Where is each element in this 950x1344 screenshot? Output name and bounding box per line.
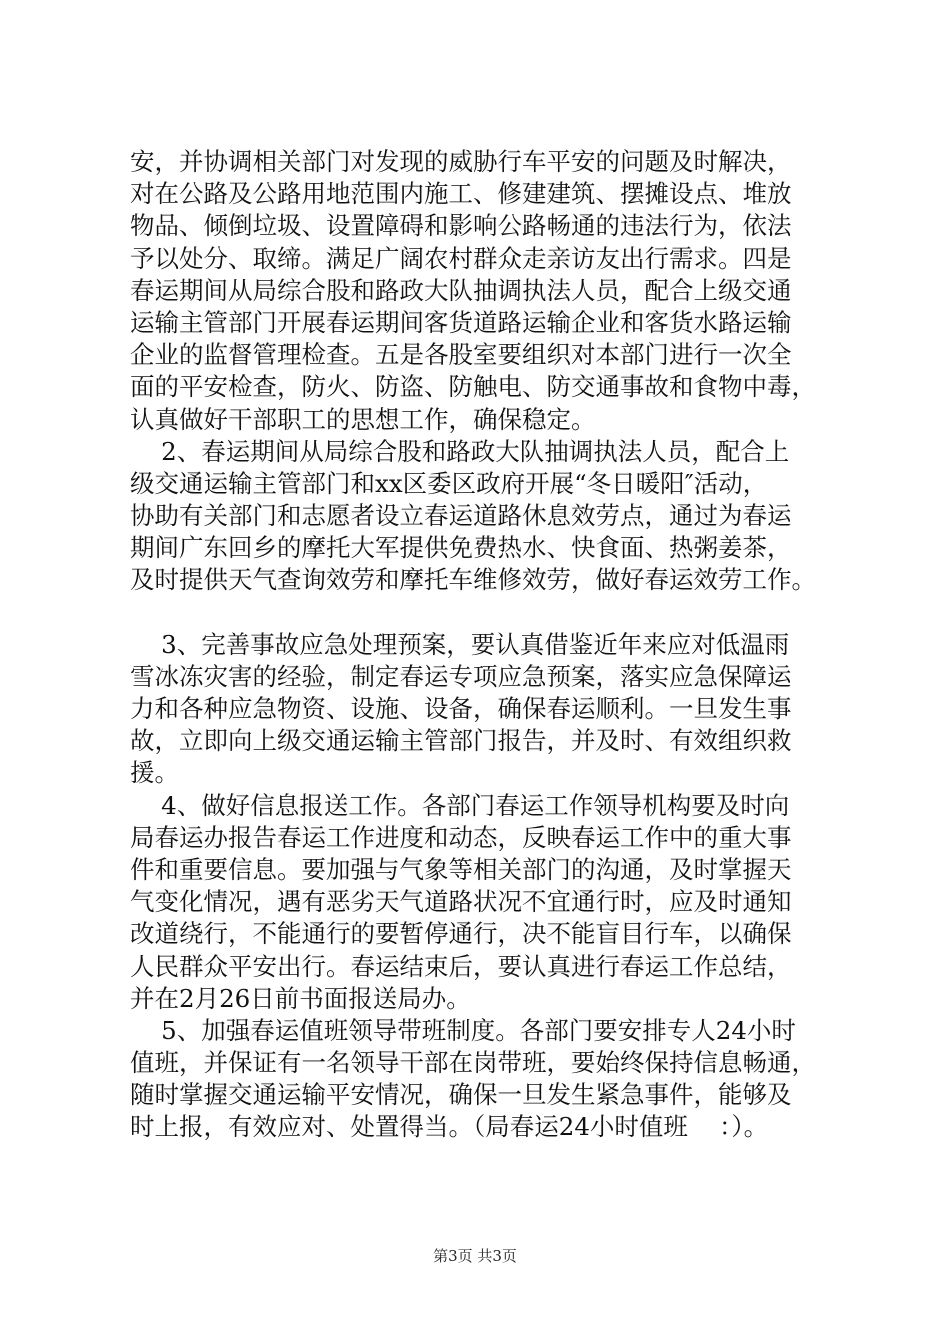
text-line: 期间广东回乡的摩托大军提供免费热水、快食面、热粥姜茶， [130,533,792,563]
text-line: 雪冰冻灾害的经验，制定春运专项应急预案，落实应急保障运 [130,661,792,691]
text-line: 局春运办报告春运工作进度和动态，反映春运工作中的重大事 [130,822,792,852]
paragraph-spacer [130,597,850,629]
text-line: 物品、倾倒垃圾、设置障碍和影响公路畅通的违法行为，依法 [130,211,792,241]
text-line: 力和各种应急物资、设施、设备，确保春运顺利。一旦发生事 [130,694,792,723]
text-line: 予以处分、取缔。满足广阔农村群众走亲访友出行需求。四是 [130,243,792,273]
text-line: 4、做好信息报送工作。各部门春运工作领导机构要及时向 [130,790,790,820]
text-line: 及时提供天气查询效劳和摩托车维修效劳，做好春运效劳工作。 [130,565,816,595]
text-line: 企业的监督管理检查。五是各股室要组织对本部门进行一次全 [130,340,792,370]
paragraph-2 [130,436,850,597]
text-line: 并在2月26日前书面报送局办。 [130,983,471,1013]
text-line: 级交通运输主管部门和xx区委区政府开展“冬日暖阳″活动， [130,468,768,498]
text-line: 时上报，有效应对、处置得当。（局春运24小时值班 ：）。 [130,1112,769,1142]
text-line: 件和重要信息。要加强与气象等相关部门的沟通，及时掌握天 [130,854,792,884]
text-line: 春运期间从局综合股和路政大队抽调执法人员，配合上级交通 [130,275,792,305]
text-line: 2、春运期间从局综合股和路政大队抽调执法人员，配合上 [130,436,790,466]
text-line: 对在公路及公路用地范围内施工、修建建筑、摆摊设点、堆放 [130,179,792,209]
text-line: 随时掌握交通运输平安情况，确保一旦发生紧急事件，能够及 [130,1080,792,1110]
text-line: 气变化情况，遇有恶劣天气道路状况不宜通行时，应及时通知 [130,887,792,917]
paragraph-4 [130,790,850,1015]
text-line: 故，立即向上级交通运输主管部门报告，并及时、有效组织救 [130,726,792,756]
text-line: 值班，并保证有一名领导干部在岗带班，要始终保持信息畅通， [130,1048,816,1078]
text-line: 改道绕行，不能通行的要暂停通行，决不能盲目行车，以确保 [130,919,792,949]
paragraph-3 [130,629,850,790]
paragraph-1 [130,146,850,436]
text-line: 面的平安检查，防火、防盗、防触电、防交通事故和食物中毒， [130,372,816,402]
text-line: 人民群众平安出行。春运结束后，要认真进行春运工作总结， [130,951,792,981]
text-line: 援。 [130,758,179,788]
text-line: 认真做好干部职工的思想工作，确保稳定。 [130,404,596,434]
paragraph-5 [130,1015,850,1144]
document-body [130,146,850,1144]
text-line: 5、加强春运值班领导带班制度。各部门要安排专人24小时 [130,1015,796,1045]
text-line: 3、完善事故应急处理预案，要认真借鉴近年来应对低温雨 [130,629,790,659]
page-number-footer: 第3页 共3页 [433,1247,517,1265]
text-line: 安，并协调相关部门对发现的威胁行车平安的问题及时解决， [130,147,792,176]
text-line: 运输主管部门开展春运期间客货道路运输企业和客货水路运输 [130,307,792,337]
text-line: 协助有关部门和志愿者设立春运道路休息效劳点，通过为春运 [130,501,792,531]
